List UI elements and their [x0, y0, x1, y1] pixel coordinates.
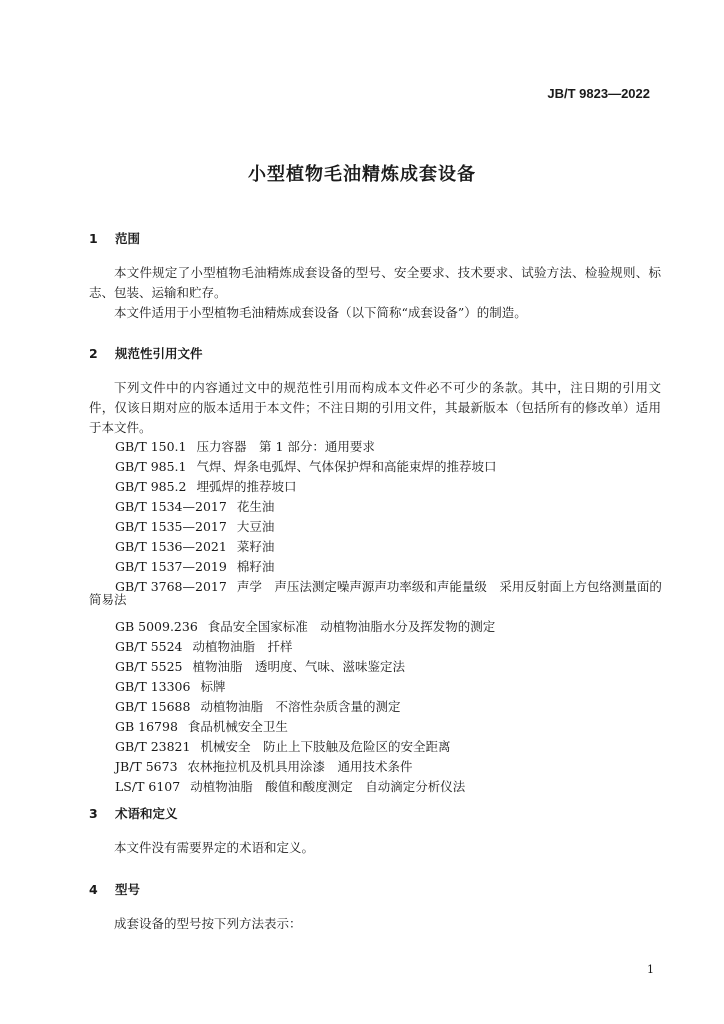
section-title: 型号: [115, 882, 141, 897]
section-heading-3: [89, 804, 178, 822]
reference-title: 动植物油脂 不溶性杂质含量的测定: [200, 699, 401, 714]
reference-title: 食品机械安全卫生: [187, 719, 288, 734]
section-number: 3: [89, 806, 98, 821]
reference-title: 动植物油脂 酸值和酸度测定 自动滴定分析仪法: [190, 779, 466, 794]
references-intro: 下列文件中的内容通过文中的规范性引用而构成本文件必不可少的条款。其中，注日期的引用文件，仅该日期对应的版本适用于本文件；不注日期的引用文件，其最新版本（包括所有的修改单）适用于本文件。: [89, 380, 661, 435]
reference-code: GB/T 23821: [115, 739, 191, 754]
document-title: 小型植物毛油精炼成套设备: [248, 164, 476, 185]
reference-title: 棉籽油: [236, 559, 275, 574]
reference-code: GB/T 1536—2021: [115, 539, 227, 554]
reference-code: GB 5009.236: [115, 619, 198, 634]
reference-code: LS/T 6107: [115, 779, 181, 794]
section-number: 2: [89, 346, 98, 361]
terms-paragraph: 本文件没有需要界定的术语和定义。: [114, 840, 315, 855]
reference-entry: [115, 757, 661, 777]
reference-title: 大豆油: [236, 519, 275, 534]
section-title: 规范性引用文件: [115, 346, 203, 361]
reference-title: 埋弧焊的推荐坡口: [196, 479, 297, 494]
reference-entry: [115, 437, 661, 457]
reference-entry: [115, 577, 661, 597]
reference-entry: [115, 737, 661, 757]
reference-entry: [115, 457, 661, 477]
reference-entry: [115, 677, 661, 697]
reference-title: 气焊、焊条电弧焊、气体保护焊和高能束焊的推荐坡口: [196, 459, 497, 474]
reference-code: GB/T 985.1: [115, 459, 187, 474]
reference-title: 食品安全国家标准 动植物油脂水分及挥发物的测定: [207, 619, 496, 634]
reference-title: 植物油脂 透明度、气味、滋味鉴定法: [192, 659, 406, 674]
reference-code: GB/T 3768—2017: [115, 579, 227, 594]
reference-entry: [115, 637, 661, 657]
reference-code: GB/T 13306: [115, 679, 191, 694]
reference-code: GB/T 5524: [115, 639, 183, 654]
reference-code: JB/T 5673: [115, 759, 178, 774]
reference-entry: [115, 657, 661, 677]
section-number: 1: [89, 231, 98, 246]
standard-code: JB/T 9823—2022: [547, 86, 650, 101]
page-number: 1: [647, 963, 654, 976]
reference-title: 菜籽油: [236, 539, 275, 554]
scope-paragraph-1: 本文件规定了小型植物毛油精炼成套设备的型号、安全要求、技术要求、试验方法、检验规则、标志、包装、运输和贮存。: [89, 265, 661, 300]
reference-entry: [115, 697, 661, 717]
section-title: 范围: [115, 231, 141, 246]
reference-title: 标牌: [200, 679, 226, 694]
model-paragraph: 成套设备的型号按下列方法表示：: [114, 916, 302, 931]
reference-entry: [115, 537, 661, 557]
reference-code: GB/T 15688: [115, 699, 191, 714]
reference-entry: [115, 617, 661, 637]
reference-title: 花生油: [236, 499, 275, 514]
section-heading-4: [89, 880, 140, 898]
reference-entry: [115, 477, 661, 497]
section-number: 4: [89, 882, 98, 897]
section-heading-2: [89, 344, 203, 362]
section-title: 术语和定义: [115, 806, 178, 821]
reference-title: 声学 声压法测定噪声源声功率级和声能量级 采用反射面上方包络测量面的: [236, 579, 662, 594]
section-heading-1: [89, 229, 140, 247]
reference-title: 压力容器 第 1 部分：通用要求: [196, 439, 375, 454]
reference-entry: [115, 497, 661, 517]
reference-code: GB/T 1537—2019: [115, 559, 227, 574]
scope-paragraph-2: 本文件适用于小型植物毛油精炼成套设备（以下简称“成套设备”）的制造。: [114, 305, 527, 320]
reference-entry: [115, 777, 661, 797]
reference-code: GB/T 1534—2017: [115, 499, 227, 514]
reference-title: 农林拖拉机及机具用涂漆 通用技术条件: [187, 759, 413, 774]
reference-code: GB/T 985.2: [115, 479, 187, 494]
reference-continuation: 简易法: [89, 592, 127, 607]
reference-entry: [115, 517, 661, 537]
reference-code: GB/T 5525: [115, 659, 183, 674]
reference-title: 动植物油脂 扦样: [192, 639, 293, 654]
reference-code: GB/T 1535—2017: [115, 519, 227, 534]
reference-entry: [115, 717, 661, 737]
reference-code: GB/T 150.1: [115, 439, 187, 454]
reference-entry: [115, 557, 661, 577]
reference-code: GB 16798: [115, 719, 178, 734]
reference-title: 机械安全 防止上下肢触及危险区的安全距离: [200, 739, 451, 754]
